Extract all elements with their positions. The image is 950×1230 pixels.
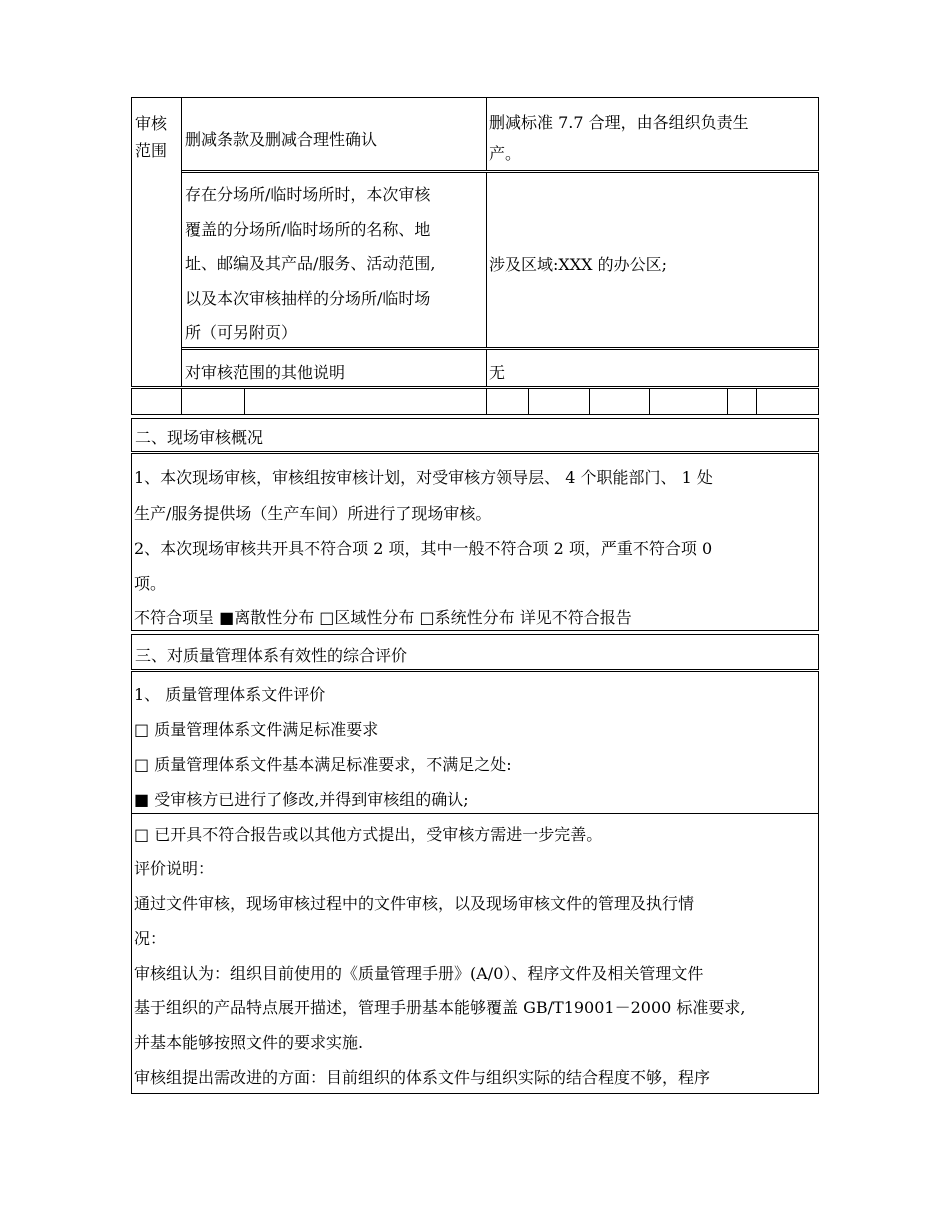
- section3-line: 评价说明：: [134, 859, 215, 878]
- scope-item-text: 址、邮编及其产品/服务、活动范围,: [185, 254, 436, 273]
- scope-value-cell: [486, 349, 819, 387]
- section3-line: 审核组认为：组织目前使用的《质量管理手册》(A/0）、程序文件及相关管理文件: [134, 964, 704, 983]
- empty-cell: [486, 388, 529, 415]
- scope-item-text: 所（可另附页）: [185, 323, 298, 342]
- scope-value-text: 无: [489, 363, 506, 382]
- section2-title: 二、现场审核概况: [135, 428, 264, 447]
- empty-cell: [131, 388, 182, 415]
- scope-item-text: 对审核范围的其他说明: [185, 363, 346, 382]
- empty-cell: [528, 388, 590, 415]
- section3-line: 并基本能够按照文件的要求实施.: [134, 1033, 364, 1052]
- scope-label-line: 审核: [135, 114, 168, 133]
- scope-item-text: 删减条款及删减合理性确认: [185, 130, 378, 149]
- section3-line: □ 质量管理体系文件基本满足标准要求，不满足之处:: [134, 755, 512, 774]
- section3-line: 审核组提出需改进的方面：目前组织的体系文件与组织实际的结合程度不够，程序: [134, 1068, 711, 1087]
- section2-line: 项。: [134, 574, 167, 593]
- section3-line: □ 已开具不符合报告或以其他方式提出，受审核方需进一步完善。: [134, 825, 603, 844]
- section3-line: ■ 受审核方已进行了修改,并得到审核组的确认;: [134, 790, 469, 809]
- empty-cell: [756, 388, 819, 415]
- nonconformity-distribution-line: 不符合项呈 ■离散性分布 □区域性分布 □系统性分布 详见不符合报告: [134, 608, 632, 627]
- section3-line: □ 质量管理体系文件满足标准要求: [134, 720, 379, 739]
- section2-line: 1、本次现场审核，审核组按审核计划，对受审核方领导层、 4 个职能部门、 1 处: [134, 468, 713, 487]
- section3-body-border: [131, 671, 819, 1094]
- empty-cell: [649, 388, 728, 415]
- scope-label-line: 范围: [135, 141, 168, 160]
- scope-item-text: 以及本次审核抽样的分场所/临时场: [185, 289, 431, 308]
- scope-item-text: 覆盖的分场所/临时场所的名称、地: [185, 220, 431, 239]
- empty-cell: [727, 388, 757, 415]
- scope-item-text: 存在分场所/临时场所时，本次审核: [185, 185, 431, 204]
- empty-cell: [244, 388, 487, 415]
- section3-line: 通过文件审核，现场审核过程中的文件审核，以及现场审核文件的管理及执行情: [134, 894, 695, 913]
- section3-line: 基于组织的产品特点展开描述，管理手册基本能够覆盖 GB/T19001－2000 标准要求,: [134, 998, 746, 1017]
- section3-line: 1、 质量管理体系文件评价: [134, 685, 326, 704]
- empty-cell: [589, 388, 650, 415]
- scope-value-text: 产。: [489, 144, 522, 163]
- section3-title: 三、对质量管理体系有效性的综合评价: [135, 646, 408, 665]
- scope-value-text: 涉及区域:XXX 的办公区;: [489, 255, 668, 274]
- empty-cell: [181, 388, 245, 415]
- scope-value-text: 删减标准 7.7 合理，由各组织负责生: [489, 113, 749, 132]
- section2-line: 生产/服务提供场（生产车间）所进行了现场审核。: [134, 504, 492, 523]
- section2-line: 2、本次现场审核共开具不符合项 2 项，其中一般不符合项 2 项，严重不符合项 0: [134, 539, 713, 558]
- section3-line: 况：: [134, 929, 167, 948]
- scope-value-cell: [486, 97, 819, 171]
- scope-label: [135, 110, 167, 164]
